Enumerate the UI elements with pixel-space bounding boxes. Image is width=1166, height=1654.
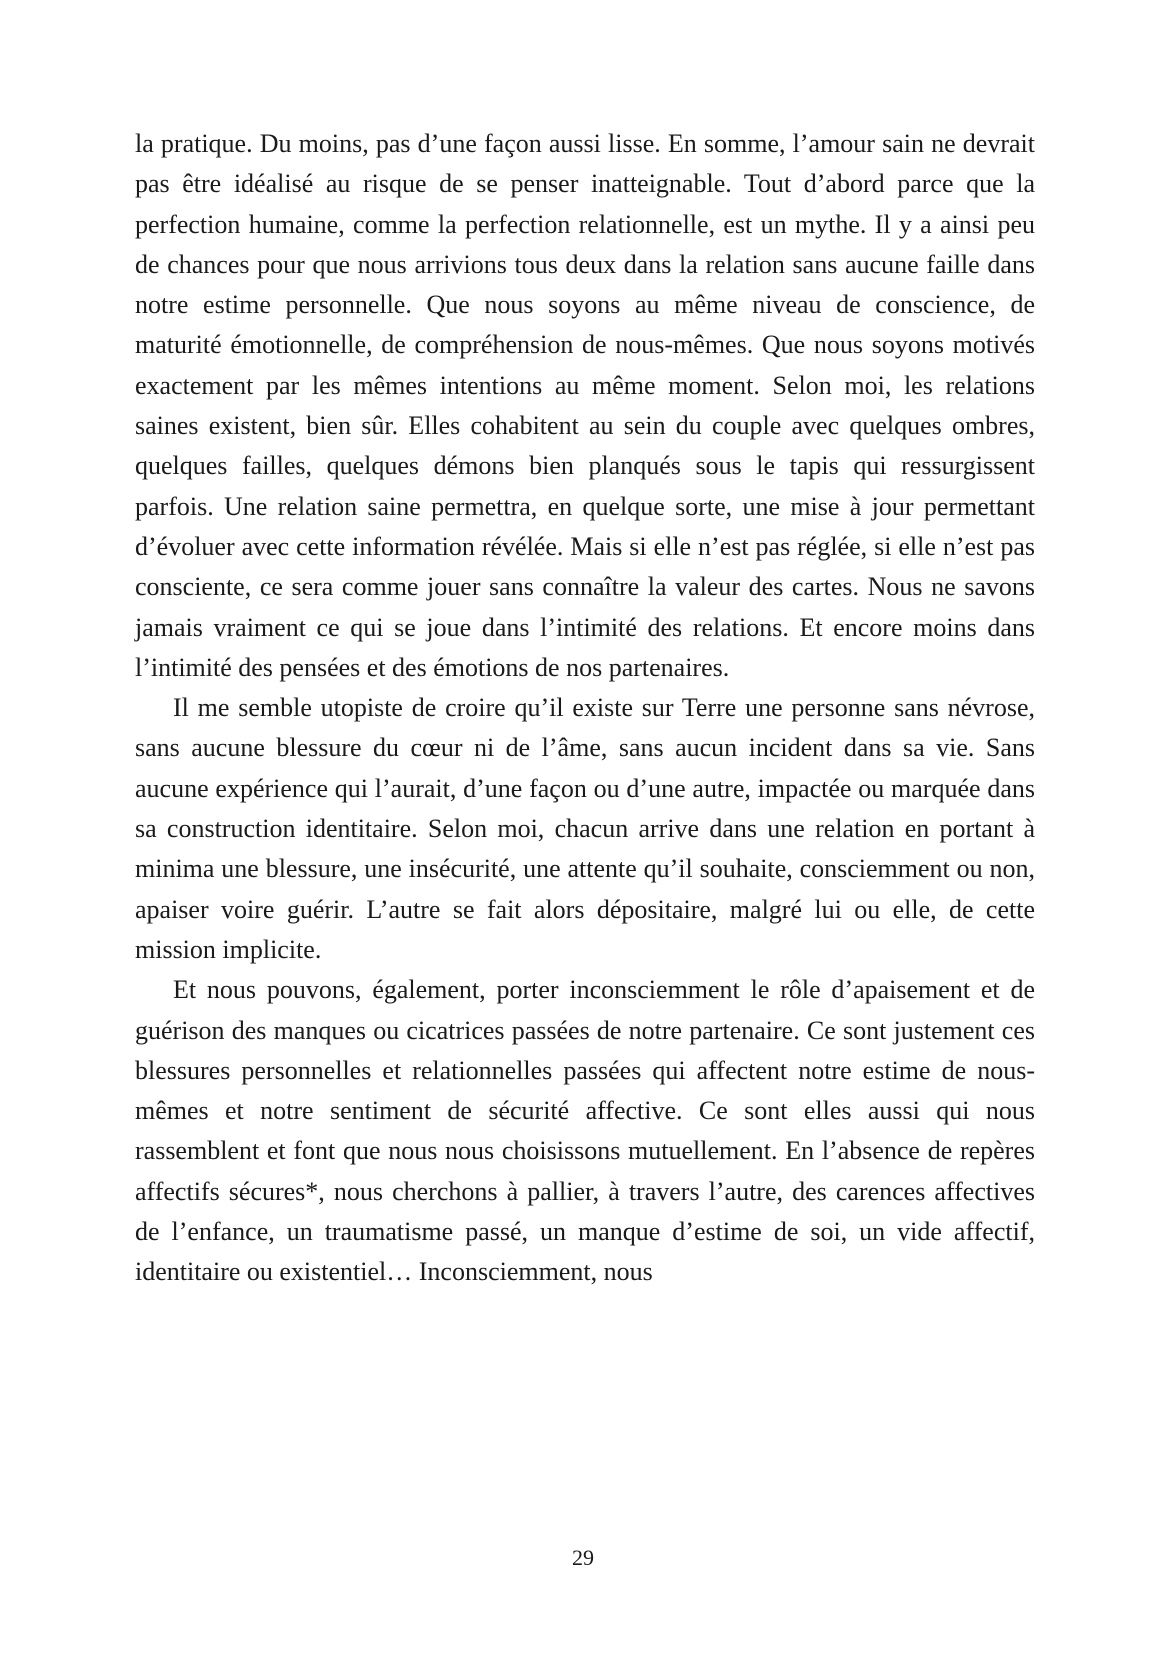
paragraph-utopia: Il me semble utopiste de croire qu’il existe sur Terre une personne sans névrose, sans aucune blessure du cœur ni de l’âme, sans aucun incident dans sa vie. Sans aucune expérience qui l’aurait, d’une façon ou d’une autre, impactée ou marquée dans sa construction identitaire. Selon moi, chacun arrive dans une relation en portant à minima une blessure, une insécurité, une attente qu’il souhaite, consciemment ou non, apaiser voire guérir. L’autre se fait alors dépositaire, malgré lui ou elle, de cette mission implicite. <box>135 693 1035 964</box>
page-number: 29 <box>572 1545 594 1570</box>
body-text <box>135 124 1035 1293</box>
paragraph-healing-role: Et nous pouvons, également, porter inconsciemment le rôle d’apaisement et de guérison des manques ou cicatrices passées de notre partenaire. Ce sont justement ces blessures personnelles et relationnelles passées qui affectent notre estime de nous-mêmes et notre sentiment de sécurité affective. Ce sont elles aussi qui nous rassemblent et font que nous nous choisissons mutuellement. En l’absence de repères affectifs sécures*, nous cherchons à pallier, à travers l’autre, des carences affectives de l’enfance, un traumatisme passé, un manque d’estime de soi, un vide affectif, identitaire ou existentiel… Inconsciemment, nous <box>135 975 1035 1287</box>
paragraph-continuation: la pratique. Du moins, pas d’une façon aussi lisse. En somme, l’amour sain ne devrait pas être idéalisé au risque de se penser inatteignable. Tout d’abord parce que la perfection humaine, comme la perfection relationnelle, est un mythe. Il y a ainsi peu de chances pour que nous arrivions tous deux dans la relation sans aucune faille dans notre estime personnelle. Que nous soyons au même niveau de conscience, de maturité émotionnelle, de compréhension de nous-mêmes. Que nous soyons motivés exactement par les mêmes intentions au même moment. Selon moi, les relations saines existent, bien sûr. Elles cohabitent au sein du couple avec quelques ombres, quelques failles, quelques démons bien planqués sous le tapis qui ressurgissent parfois. Une relation saine permettra, en quelque sorte, une mise à jour permettant d’évoluer avec cette information révélée. Mais si elle n’est pas réglée, si elle n’est pas consciente, ce sera comme jouer sans connaître la valeur des cartes. Nous ne savons jamais vraiment ce qui se joue dans l’intimité des relations. Et encore moins dans l’intimité des pensées et des émotions de nos partenaires. <box>135 129 1035 682</box>
